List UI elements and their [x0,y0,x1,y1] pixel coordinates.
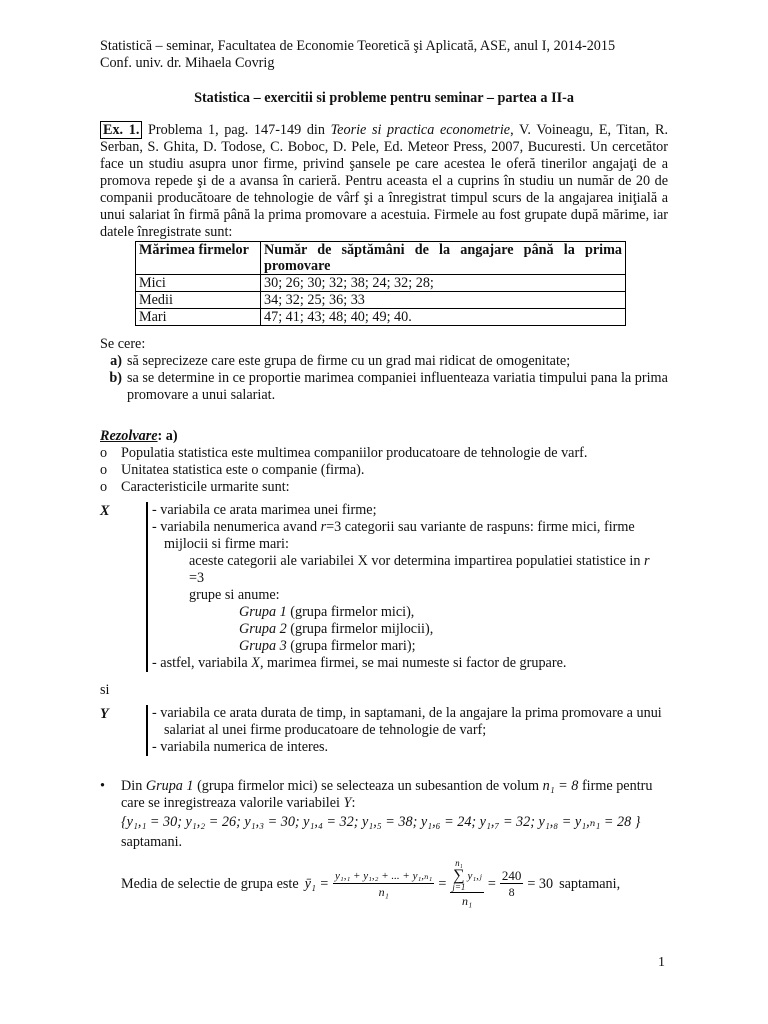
table-cell-values: 47; 41; 43; 48; 40; 49; 40. [261,309,626,326]
data-table [135,241,626,326]
sum-term: y₁,ⱼ [467,869,482,882]
table-row [136,292,626,309]
variable-x-description [146,502,668,672]
x-line-2 [152,519,668,536]
x-line-5: grupe si anume: [189,587,280,603]
x-group-1 [152,604,668,621]
mean-fraction-1-den: n₁ [378,884,389,899]
group-1-text [121,778,668,851]
mean-result: = 30 [527,875,554,892]
x-group-2-name: Grupa 2 [239,621,287,637]
exercise-text: , V. Voineagu, E, Titan, R. Serban, S. Ghita, D. Todose, C. Boboc, D. Pele, Ed. Meteor Press, 2007, Bucuresti. Un cercetător face un studiu asupra unor firme, privind şansele pe care acestea le oferă tinerilor angajaţi de a promova repede şi de a avansa în carieră. Pentru aceasta el a cuprins în studiu un număr de 20 de companii producătoare de tehnologie de vârf şi a înregistrat timpul scurs de la angajarea iniţială a unui salariat în firmă până la prima promovare a acestuia. Firmele au fost grupate după mărime, iar datele înregistrate sunt: [100,122,669,240]
y-line-1: - variabila ce arata durata de timp, in saptamani, de la angajare la prima promovare a unui [152,705,662,721]
x-line-6 [152,655,668,672]
x-group-1-name: Grupa 1 [239,604,287,620]
table-header-weeks: Număr de săptămâni de la angajare până la prima promovare [261,242,626,275]
x-group-3-text: (grupa firmelor mari); [290,638,416,654]
table-cell-size: Mici [136,275,261,292]
table-cell-size: Medii [136,292,261,309]
sum-symbol [452,859,465,892]
mean-lhs: ȳ₁ = [304,875,330,892]
sum-bottom: j=1 [452,882,466,892]
group-1-text-1: (grupa firmelor mici) se selecteaza un subesantion de volum [197,778,540,794]
x-line-4a: aceste categorii ale variabilei X vor determina impartirea populatiei statistice in [189,553,641,569]
mean-label: Media de selectie de grupa este [121,875,299,892]
bullet-mark: o [100,462,108,478]
table-row [136,275,626,292]
list-item [100,462,668,479]
sum-top: n₁ [455,858,463,868]
group-1-colon: : [351,795,356,811]
bullet-mark: o [100,445,108,461]
bullet-dot: • [100,778,105,794]
group-1-set: {y₁,₁ = 30; y₁,₂ = 26; y₁,₃ = 30; y₁,₄ = 32; y₁,₅ = 38; y₁,₆ = 24; y₁,₇ = 32; y₁,₈ = y₁,ₙ₁ = 28 } [121,814,641,830]
list-item [100,479,668,496]
solution-heading-label: Rezolvare [100,428,158,444]
mean-fraction-2-num [450,859,483,893]
list-item-text: Populatia statistica este multimea companiilor producatoare de tehnologie de varf. [121,445,588,461]
book-title: Teorie si practica econometrie [330,122,511,138]
mean-fraction-3-den: 8 [508,884,515,899]
variable-y-block [100,705,668,756]
table-cell-values: 34; 32; 25; 36; 33 [261,292,626,309]
requirements [100,336,668,404]
x-line-6x: X [251,655,260,671]
x-line-4b: =3 [189,570,205,586]
header-line-2: Conf. univ. dr. Mihaela Covrig [100,55,275,71]
y-line-3: - variabila numerica de interes. [152,739,329,755]
mean-fraction-2-den: n₁ [462,894,473,908]
exercise-pre-book: Problema 1, pag. 147-149 din [148,122,325,138]
x-line-2a: - variabila nenumerica avand [152,519,318,535]
mean-eq-1: = [438,875,447,892]
table-cell-size: Mari [136,309,261,326]
requirement-a-label: a) [110,353,122,369]
mean-fraction-1-num: y₁,₁ + y₁,₂ + ... + y₁,ₙ₁ [335,869,433,882]
requirement-b-text: sa se determine in ce proportie marimea companiei influenteaza variatia timpului pana la prima promovare a unui salariat. [127,370,668,403]
group-1-pre: Din [121,778,143,794]
solution-heading [100,428,668,445]
group-1-text-2: firme pentru care se inregistreaza valorile variabilei [121,778,653,811]
variable-x-name: X [100,503,110,519]
bullet-mark: o [100,479,108,495]
solution-bullets [100,445,668,496]
variable-y-name: Y [100,706,109,722]
x-line-6b: , marimea firmei, se mai numeste si factor de grupare. [259,655,567,671]
requirement-b-label: b) [109,370,122,386]
group-1-var: Y [343,795,352,811]
x-group-1-text: (grupa firmelor mici), [290,604,415,620]
mean-fraction-3-num: 240 [501,867,522,883]
y-line-2: salariat al unei firme producatoare de tehnologie de varf; [164,722,487,738]
document-page [100,38,668,909]
page-title: Statistica – exercitii si probleme pentru seminar – partea a II-a [194,90,574,106]
x-line-4 [152,553,668,587]
requirement-a-text: să seprecizeze care este grupa de firme cu un grad mai ridicat de omogenitate; [127,353,571,369]
group-1-item [100,778,668,851]
x-line-2r: r [320,519,327,535]
header-line-1: Statistică – seminar, Facultatea de Economie Teoretică şi Aplicată, ASE, anul I, 2014-2015 [100,38,616,54]
table-cell-values: 30; 26; 30; 32; 38; 24; 32; 28; [261,275,626,292]
requirement-a [100,353,668,370]
requirements-intro: Se cere: [100,336,146,352]
x-line-2b: =3 categorii sau variante de raspuns: firme mici, firme [326,519,635,535]
x-group-3 [152,638,668,655]
group-1-n1: n₁ = 8 [542,778,579,794]
page-number: 1 [658,955,665,970]
variable-x-block [100,502,668,672]
x-group-2 [152,621,668,638]
group-1-name: Grupa 1 [145,778,194,794]
x-group-3-name: Grupa 3 [239,638,287,654]
x-line-1: - variabila ce arata marimea unei firme; [152,502,377,518]
list-item-text: Unitatea statistica este o companie (firma). [121,462,365,478]
table-header-row [136,242,626,275]
mean-fraction-1 [333,869,434,900]
x-line-4r: r [644,553,650,569]
table-header-size: Mărimea firmelor [136,242,261,275]
x-line-3: mijlocii si firme mari: [164,536,289,552]
variable-y-description [146,705,668,756]
group-1-unit: saptamani. [121,834,183,850]
sum-sigma: ∑ [453,867,465,884]
exercise-label: Ex. 1. [100,121,142,139]
group-mean-formula [100,859,668,909]
solution-heading-suffix: : a) [157,428,178,444]
requirement-b [100,370,668,404]
conjunction-si: si [100,682,110,698]
mean-unit: saptamani, [559,875,621,892]
list-item [100,445,668,462]
x-group-2-text: (grupa firmelor mijlocii), [290,621,434,637]
list-item-text: Caracteristicile urmarite sunt: [121,479,290,495]
mean-fraction-2 [450,859,483,909]
exercise-paragraph [100,122,668,241]
table-row [136,309,626,326]
mean-fraction-3 [500,869,524,900]
x-line-6a: - astfel, variabila [152,655,248,671]
mean-eq-2: = [487,875,496,892]
